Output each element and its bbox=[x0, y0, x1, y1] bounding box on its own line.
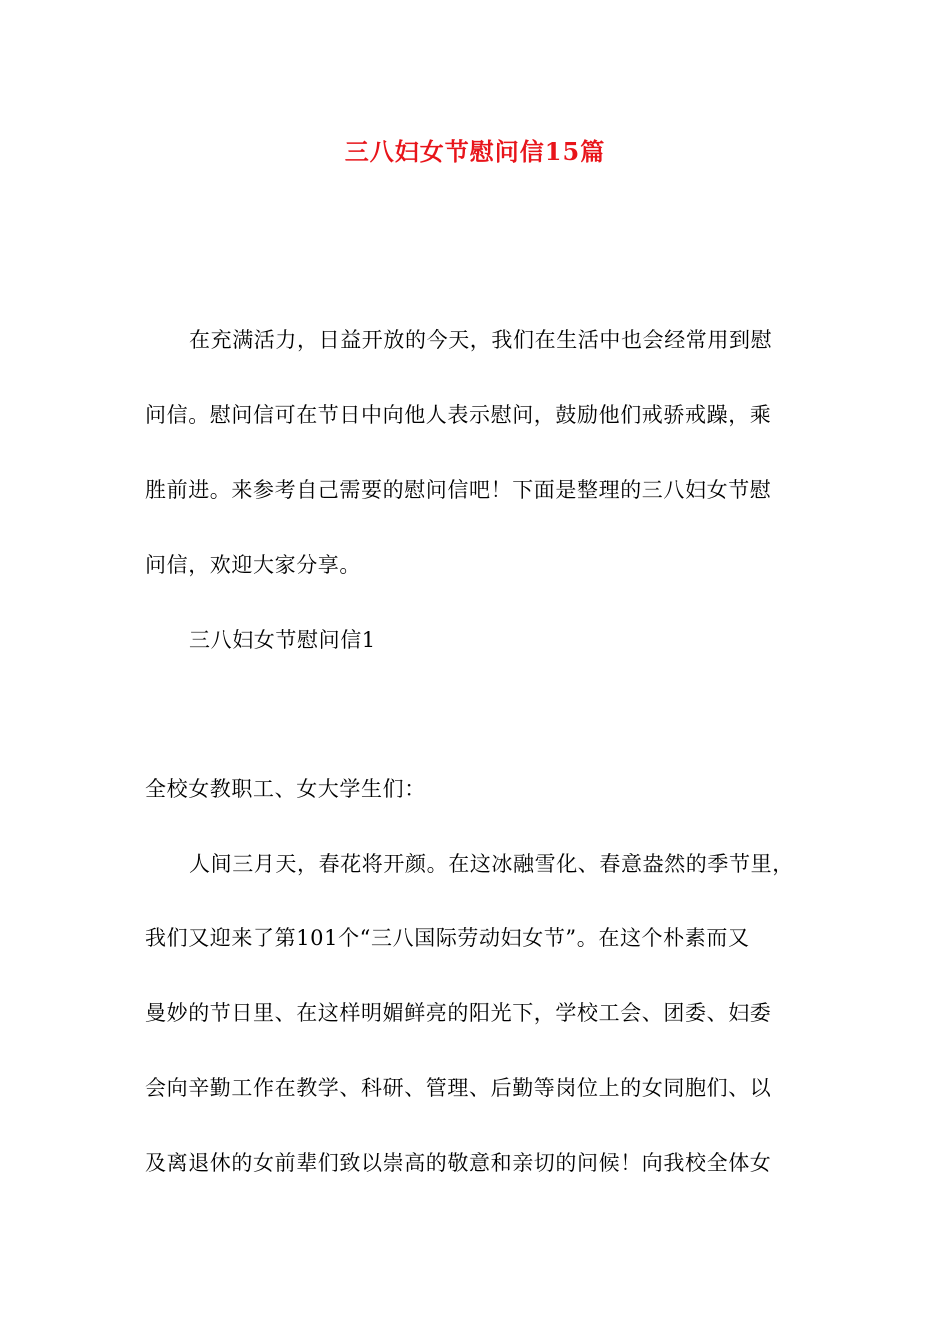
salutation: 全校女教职工、女大学生们： bbox=[145, 777, 426, 801]
section-heading: 三八妇女节慰问信1 bbox=[189, 628, 376, 652]
intro-line-1: 在充满活力，日益开放的今天，我们在生活中也会经常用到慰 bbox=[189, 328, 773, 352]
body-line-5: 及离退休的女前辈们致以崇高的敬意和亲切的问候！向我校全体女 bbox=[145, 1151, 772, 1175]
intro-line-2: 问信。慰问信可在节日中向他人表示慰问，鼓励他们戒骄戒躁，乘 bbox=[145, 403, 772, 427]
body-line-3: 曼妙的节日里、在这样明媚鲜亮的阳光下，学校工会、团委、妇委 bbox=[145, 1001, 772, 1025]
document-title: 三八妇女节慰问信15篇 bbox=[344, 137, 606, 166]
body-line-4: 会向辛勤工作在教学、科研、管理、后勤等岗位上的女同胞们、以 bbox=[145, 1076, 772, 1100]
intro-line-3: 胜前进。来参考自己需要的慰问信吧！下面是整理的三八妇女节慰 bbox=[145, 478, 772, 502]
body-line-1: 人间三月天，春花将开颜。在这冰融雪化、春意盎然的季节里， bbox=[189, 852, 794, 876]
body-line-2: 我们又迎来了第101个“三八国际劳动妇女节”。在这个朴素而又 bbox=[145, 926, 750, 950]
intro-line-4: 问信，欢迎大家分享。 bbox=[145, 553, 361, 577]
